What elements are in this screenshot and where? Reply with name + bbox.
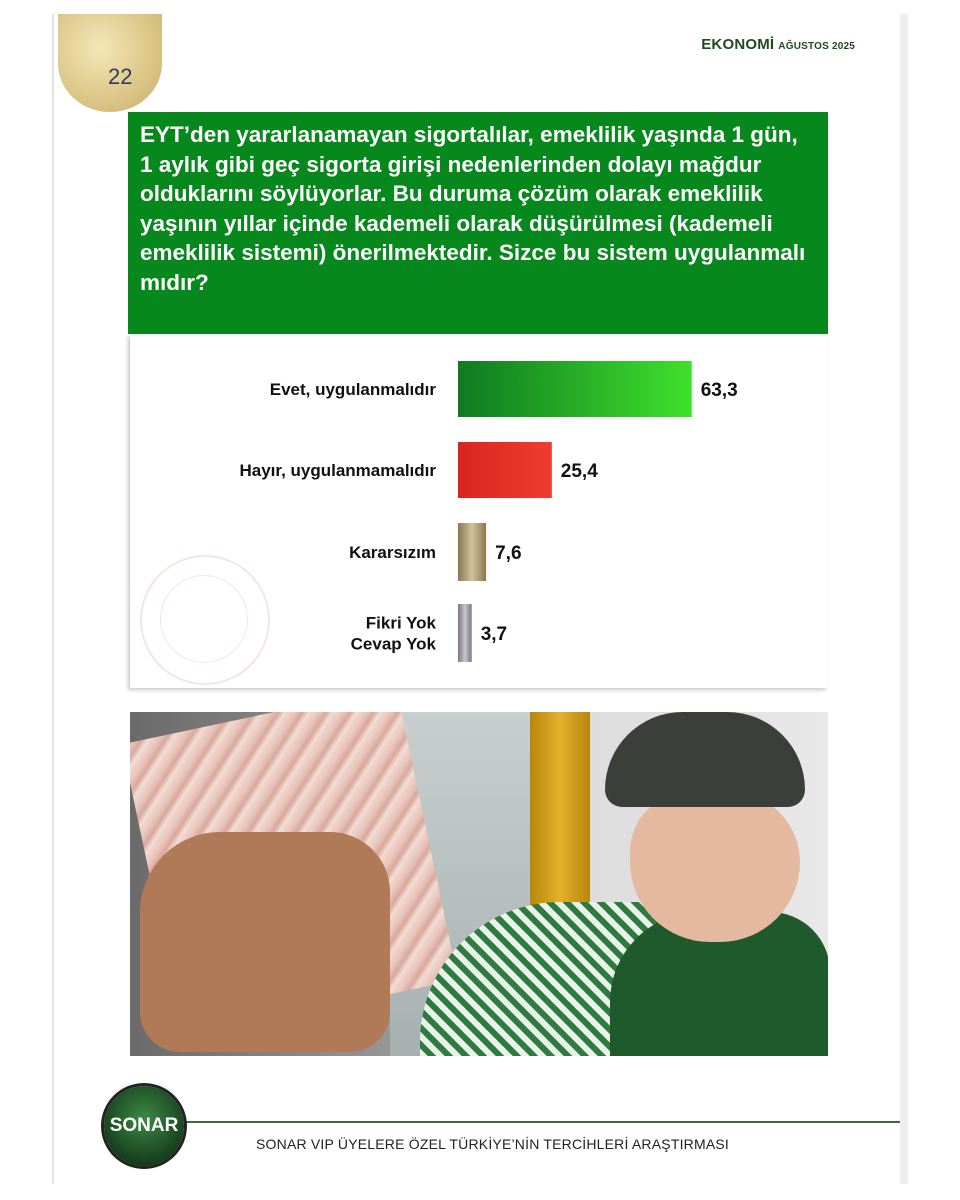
section-name: EKONOMİ — [701, 36, 775, 53]
atm-photo — [130, 712, 828, 1056]
footer-caption: SONAR VIP ÜYELERE ÖZEL TÜRKİYE’NİN TERCİHLERİ ARAŞTIRMASI — [256, 1136, 729, 1152]
page-number: 22 — [108, 64, 133, 89]
category-label-4 — [351, 614, 437, 654]
category-label-1 — [270, 380, 437, 399]
sonar-logo — [104, 1086, 184, 1166]
category-label-3 — [349, 543, 436, 562]
page-number-badge — [58, 14, 162, 112]
category-label-line: Evet, uygulanmalıdır — [269, 380, 436, 399]
bar-2 — [458, 442, 552, 498]
bar-1 — [458, 361, 692, 417]
value-label-2: 25,4 — [560, 461, 598, 482]
question-box — [128, 112, 828, 334]
question-text: EYT’den yararlanamayan sigortalılar, emeklilik yaşında 1 gün, 1 aylık gibi geç sigorta girişi nedenlerinden dolayı mağdur olduklarını söylüyorlar. Bu duruma çözüm olarak emeklilik yaşının yıllar içinde kademeli olarak düşürülmesi (kademeli emeklilik sistemi) önerilmektedir. Sizce bu sistem uygulanmalı mıdır? — [140, 122, 806, 295]
page-edge-left — [52, 14, 54, 1184]
value-label-3: 7,6 — [495, 543, 522, 564]
category-label-line: Kararsızım — [349, 543, 436, 562]
value-label-4: 3,7 — [480, 624, 508, 645]
footer-divider — [185, 1121, 900, 1123]
page-edge-right — [900, 14, 908, 1184]
value-label-1: 63,3 — [700, 380, 738, 401]
bar-4 — [458, 604, 472, 662]
bar-3 — [458, 523, 486, 581]
photo-man-face — [630, 792, 800, 942]
category-label-line: Fikri Yok — [365, 613, 436, 633]
category-label-line: Hayır, uygulanmamalıdır — [239, 461, 436, 480]
issue-date: AĞUSTOS 2025 — [778, 41, 855, 52]
section-header — [701, 36, 855, 53]
sonar-logo-text: SONAR — [109, 1115, 179, 1136]
category-label-2 — [239, 461, 436, 480]
photo-man-cap — [605, 712, 805, 807]
category-label-line: Cevap Yok — [350, 634, 436, 654]
photo-hands — [140, 832, 390, 1052]
bar-chart — [130, 334, 828, 688]
